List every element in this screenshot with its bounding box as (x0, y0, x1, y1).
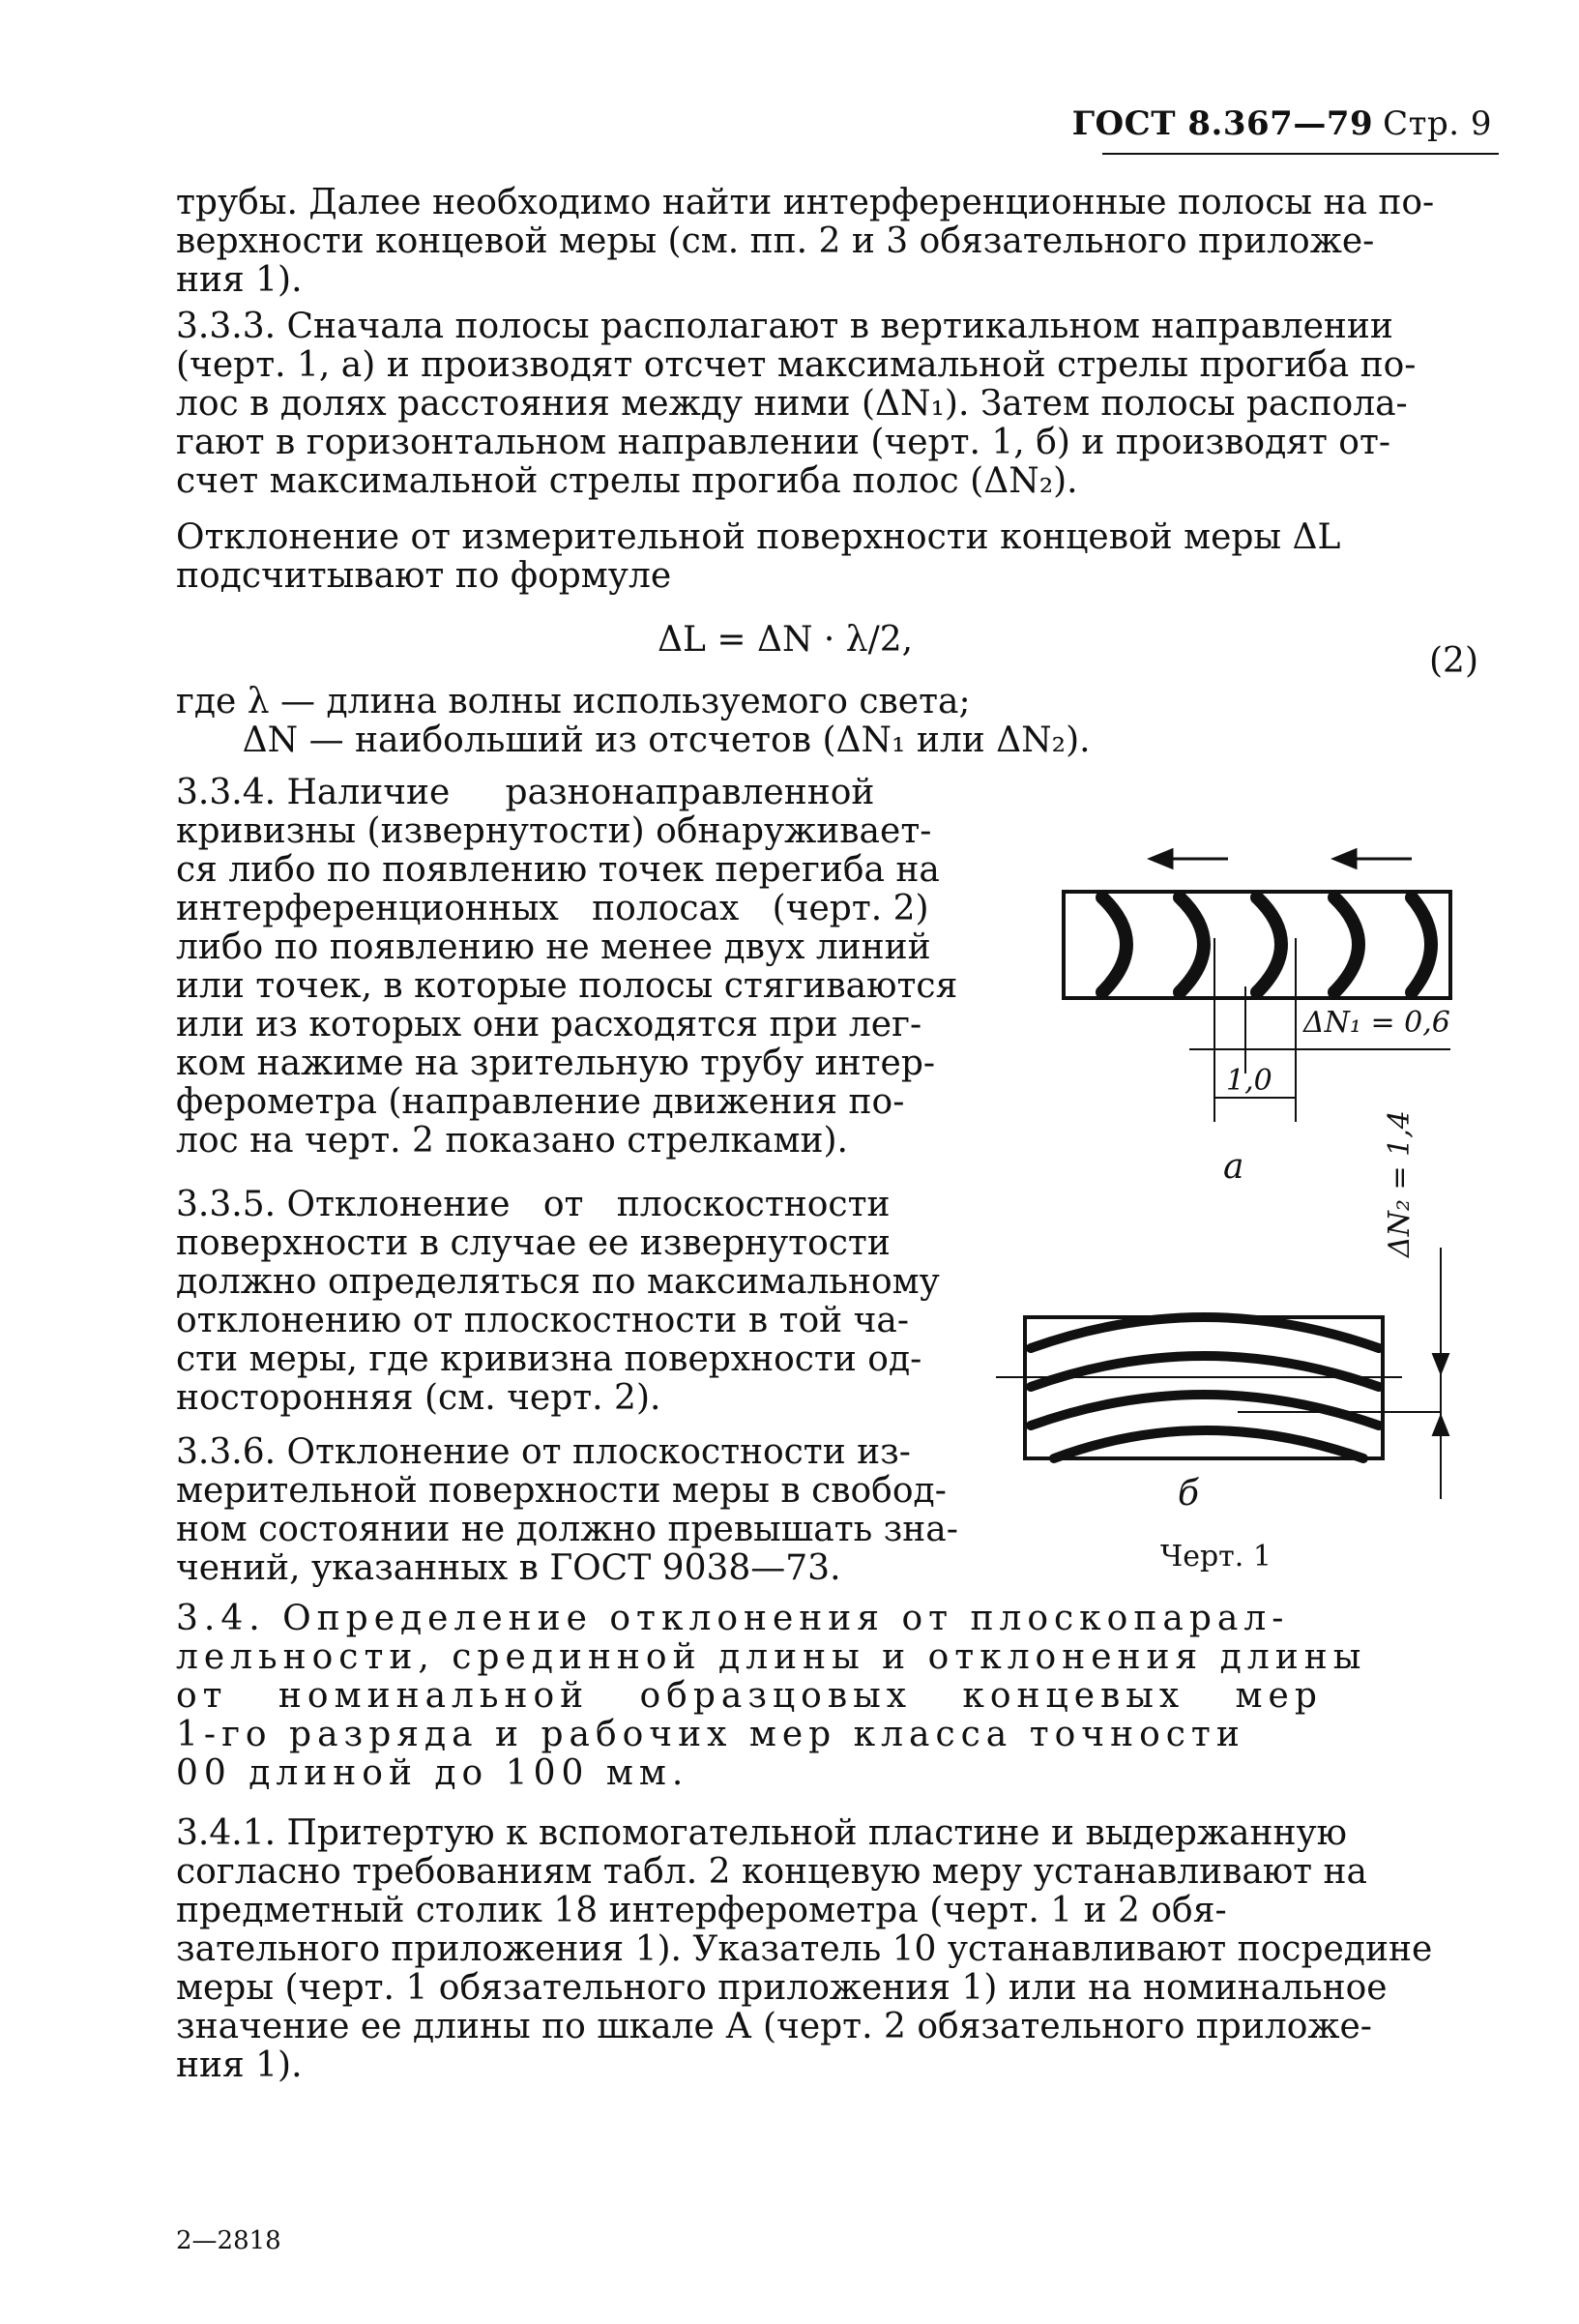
paragraph-deviation: Отклонение от измерительной поверхности концевой меры ΔL подсчитывают по формуле (176, 517, 1341, 596)
direction-arrows (1151, 850, 1412, 868)
page-header (1072, 104, 1492, 143)
section-3-4-heading: 3.4. Определение отклонения от плоскопарал- лельности, срединной длины и отклонения длины от номинальной образцовых концевых мер 1-го разряда и рабочих мер класса точности 00 длиной до 100 мм. (176, 1599, 1367, 1793)
figure-title: Черт. 1 (1160, 1540, 1272, 1574)
dn2-label: ΔN₂ = 1,4 (1383, 1110, 1417, 1257)
paragraph-3-3-4: 3.3.4. Наличие разнонаправленной кривизны (извернутости) обнаруживает- ся либо по появлению точек перегиба на интерференционных полосах (черт. 2) либо по появлению не менее двух линий или точек, в которые полосы стягиваются или из которых они расходятся при лег- ком нажиме на зрительную трубу интер- ферометра (направление движения по- лос на черт. 2 показано стрелками). (176, 773, 958, 1161)
figure-a-label: а (1223, 1147, 1244, 1187)
page-number: Стр. 9 (1383, 104, 1492, 143)
formula-legend: где λ — длина волны используемого света; ΔN — наибольший из отсчетов (ΔN₁ или ΔN₂). (176, 682, 1091, 760)
paragraph-3-4-1: 3.4.1. Притертую к вспомогательной пластине и выдержанную согласно требованиям табл. 2 концевую меру устанавливают на предметный столик 18 интерферометра (черт. 1 и 2 обя- зательного приложения 1). Указатель 10 устанавливают посредине меры (черт. 1 обязательного приложения 1) или на номинальное значение ее длины по шкале А (черт. 2 обязательного приложе- ния 1). (176, 1813, 1433, 2085)
dn1-label: ΔN₁ = 0,6 (1303, 1006, 1450, 1040)
formula-number: (2) (1429, 641, 1478, 681)
figure-b-fringes-horizontal (996, 1248, 1499, 1499)
paragraph-3-3-5: 3.3.5. Отклонение от плоскостности поверхности в случае ее извернутости должно определяться по максимальному отклонению от плоскостности в той ча- сти меры, где кривизна поверхности од- носторонняя (см. черт. 2). (176, 1185, 940, 1418)
paragraph-3-3-6: 3.3.6. Отклонение от плоскостности из- мерительной поверхности меры в свобод- ном состоянии не должно превышать зна- чений, указанных в ГОСТ 9038—73. (176, 1432, 958, 1588)
standard-number: ГОСТ 8.367—79 (1071, 104, 1374, 143)
one-label: 1,0 (1226, 1064, 1272, 1098)
page-footer: 2—2818 (176, 2226, 281, 2255)
header-rule (1102, 153, 1499, 155)
formula: ΔL = ΔN · λ/2, (658, 620, 914, 660)
paragraph-3-3-3: 3.3.3. Сначала полосы располагают в вертикальном направлении (черт. 1, а) и производят отсчет максимальной стрелы прогиба по- лос в долях расстояния между ними (ΔN₁). Затем полосы распола- гают в горизонтальном направлении (черт. 1, б) и производят от- счет максимальной стрелы прогиба полос (ΔN₂). (176, 307, 1417, 501)
figure-b-label: б (1178, 1474, 1199, 1514)
paragraph-intro: трубы. Далее необходимо найти интерференционные полосы на по- верхности концевой меры (см. пп. 2 и 3 обязательного приложе- ния 1). (176, 183, 1435, 300)
